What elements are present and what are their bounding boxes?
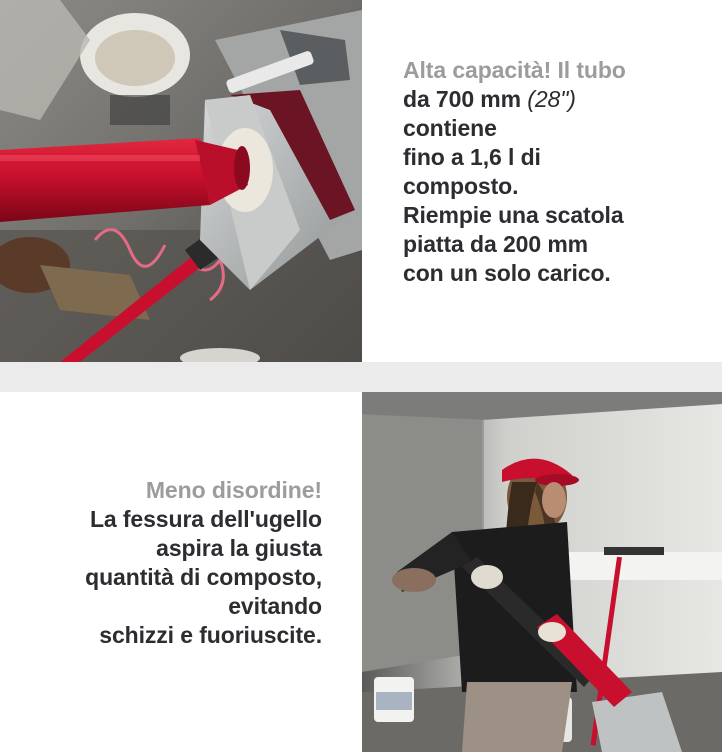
mess-line-3: quantità di composto, [85, 564, 322, 590]
mess-description [85, 476, 322, 650]
capacity-line-4: composto. [403, 173, 519, 199]
capacity-inch-value: (28") [527, 86, 576, 112]
mess-line-4: evitando [228, 593, 322, 619]
capacity-line-1 [403, 85, 626, 114]
mess-line-2: aspira la giusta [156, 535, 322, 561]
capacity-line-5: Riempie una scatola [403, 202, 624, 228]
mess-line-1: La fessura dell'ugello [89, 506, 322, 532]
tube-filling-box-photo [0, 0, 362, 362]
capacity-line-2: contiene [403, 115, 497, 141]
capacity-line-3: fino a 1,6 l di [403, 144, 541, 170]
capacity-line-1-text: da 700 mm [403, 86, 528, 112]
mess-line-5: schizzi e fuoriuscite. [99, 622, 322, 648]
capacity-line-7: con un solo carico. [403, 260, 611, 286]
mess-headline: Meno disordine! [145, 477, 322, 503]
capacity-line-6: piatta da 200 mm [403, 231, 589, 257]
capacity-headline: Alta capacità! Il tubo [403, 57, 626, 83]
worker-using-tube-photo [362, 392, 722, 752]
capacity-description [403, 56, 626, 288]
